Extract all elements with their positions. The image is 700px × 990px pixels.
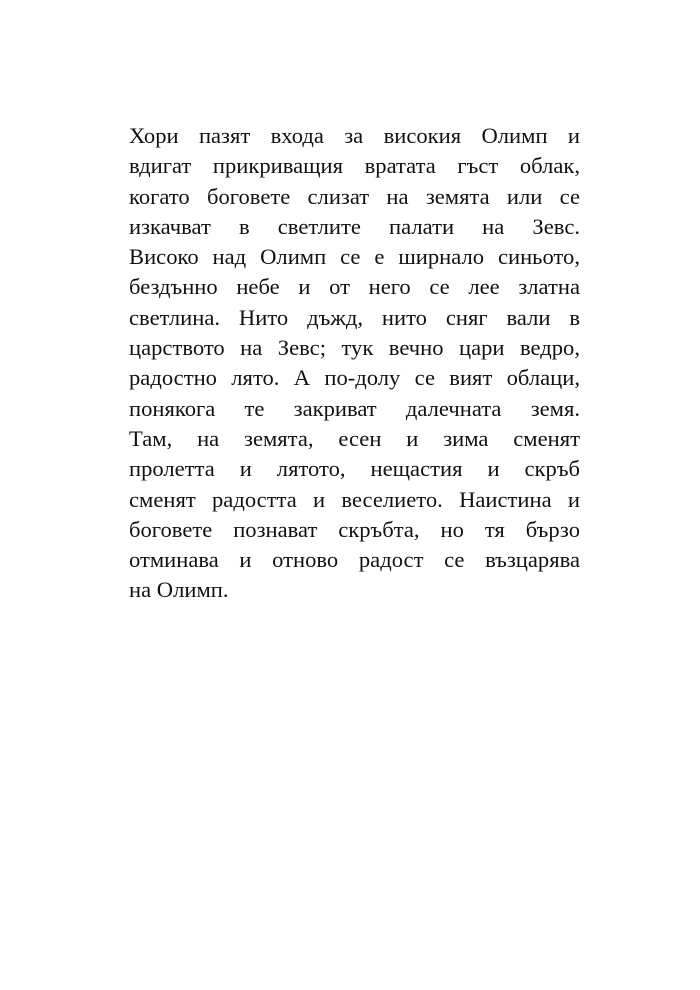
text-line-9: радостно лято. А по-долу се вият облаци, [129, 365, 580, 391]
text-line-8: царството на Зевс; тук вечно цари ведро, [129, 335, 580, 361]
text-line-1: Хори пазят входа за високия Олимп и [129, 123, 580, 148]
text-line-16: на Олимп. [129, 577, 229, 603]
text-line-13: сменят радостта и веселието. Наистина и [129, 486, 580, 512]
text-line-2: вдигат прикриващия вратата гъст облак, [129, 153, 580, 179]
text-line-5: Високо над Олимп се е ширнало синьото, [129, 244, 580, 270]
text-line-4: изкачват в светлите палати на Зевс. [129, 213, 580, 239]
text-line-15: отминава и отново радост се възцарява [129, 547, 580, 573]
text-line-6: бездънно небе и от него се лее златна [129, 274, 580, 300]
text-line-3: когато боговете слизат на земята или се [129, 183, 580, 209]
body-paragraph [129, 121, 580, 606]
text-line-7: светлина. Нито дъжд, нито сняг вали в [129, 304, 580, 330]
text-line-11: Там, на земята, есен и зима сменят [129, 425, 580, 451]
text-line-12: пролетта и лятото, нещастия и скръб [129, 456, 580, 482]
text-line-14: боговете познават скръбта, но тя бързо [129, 516, 580, 542]
text-line-10: понякога те закриват далечната земя. [129, 395, 580, 421]
